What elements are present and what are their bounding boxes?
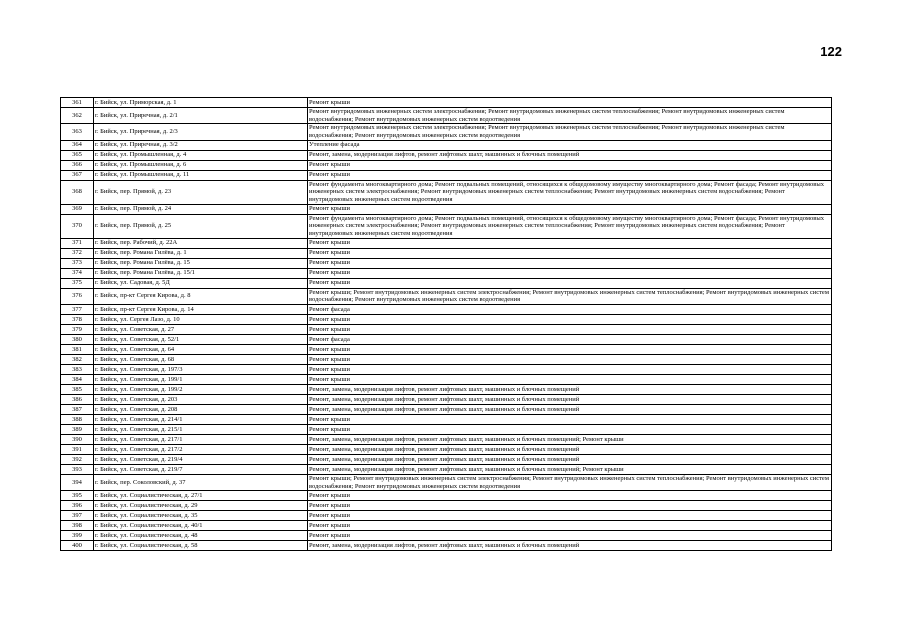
row-address: г. Бийск, ул. Советская, д. 199/1 bbox=[94, 374, 308, 384]
row-number: 392 bbox=[61, 454, 94, 464]
row-address: г. Бийск, пр-кт Сергея Кирова, д. 14 bbox=[94, 304, 308, 314]
row-number: 397 bbox=[61, 511, 94, 521]
row-address: г. Бийск, ул. Социалистическая, д. 27/1 bbox=[94, 491, 308, 501]
row-works: Ремонт крыши bbox=[308, 374, 832, 384]
row-address: г. Бийск, ул. Приречная, д. 3/2 bbox=[94, 140, 308, 150]
row-works: Ремонт, замена, модернизация лифтов, ремонт лифтовых шахт, машинных и блочных помещений; Ремонт крыши bbox=[308, 434, 832, 444]
row-number: 369 bbox=[61, 204, 94, 214]
row-address: г. Бийск, ул. Советская, д. 219/4 bbox=[94, 454, 308, 464]
row-number: 387 bbox=[61, 404, 94, 414]
table-row bbox=[61, 521, 832, 531]
row-number: 367 bbox=[61, 170, 94, 180]
row-number: 374 bbox=[61, 268, 94, 278]
row-address: г. Бийск, ул. Социалистическая, д. 35 bbox=[94, 511, 308, 521]
table-row bbox=[61, 124, 832, 140]
row-works: Ремонт крыши bbox=[308, 278, 832, 288]
row-number: 375 bbox=[61, 278, 94, 288]
table-row bbox=[61, 511, 832, 521]
row-address: г. Бийск, ул. Приречная, д. 2/1 bbox=[94, 108, 308, 124]
row-works: Ремонт крыши bbox=[308, 414, 832, 424]
table-row bbox=[61, 424, 832, 434]
row-works: Ремонт фасада bbox=[308, 304, 832, 314]
row-address: г. Бийск, пер. Романа Гилёва, д. 15/1 bbox=[94, 268, 308, 278]
row-address: г. Бийск, ул. Приречная, д. 2/3 bbox=[94, 124, 308, 140]
row-address: г. Бийск, пер. Рабочий, д. 22А bbox=[94, 238, 308, 248]
row-works: Ремонт крыши bbox=[308, 364, 832, 374]
repair-program-table bbox=[60, 97, 832, 551]
row-address: г. Бийск, ул. Советская, д. 27 bbox=[94, 324, 308, 334]
row-works: Ремонт, замена, модернизация лифтов, ремонт лифтовых шахт, машинных и блочных помещений; Ремонт крыши bbox=[308, 464, 832, 474]
table-row bbox=[61, 444, 832, 454]
row-number: 380 bbox=[61, 334, 94, 344]
row-works: Ремонт, замена, модернизация лифтов, ремонт лифтовых шахт, машинных и блочных помещений bbox=[308, 541, 832, 551]
row-works: Ремонт крыши bbox=[308, 170, 832, 180]
row-address: г. Бийск, ул. Социалистическая, д. 58 bbox=[94, 541, 308, 551]
row-number: 370 bbox=[61, 214, 94, 238]
table-row bbox=[61, 268, 832, 278]
table-row bbox=[61, 180, 832, 204]
row-number: 395 bbox=[61, 491, 94, 501]
row-works: Ремонт, замена, модернизация лифтов, ремонт лифтовых шахт, машинных и блочных помещений bbox=[308, 444, 832, 454]
row-address: г. Бийск, ул. Промышленная, д. 4 bbox=[94, 150, 308, 160]
row-address: г. Бийск, ул. Советская, д. 219/7 bbox=[94, 464, 308, 474]
row-address: г. Бийск, ул. Садовая, д. 5Д bbox=[94, 278, 308, 288]
table-row bbox=[61, 204, 832, 214]
row-number: 376 bbox=[61, 288, 94, 304]
table-row bbox=[61, 150, 832, 160]
table-row bbox=[61, 98, 832, 108]
page-number: 122 bbox=[820, 44, 842, 59]
row-address: г. Бийск, ул. Советская, д. 68 bbox=[94, 354, 308, 364]
row-number: 372 bbox=[61, 248, 94, 258]
table-row bbox=[61, 170, 832, 180]
row-number: 362 bbox=[61, 108, 94, 124]
table-row bbox=[61, 541, 832, 551]
row-works: Ремонт, замена, модернизация лифтов, ремонт лифтовых шахт, машинных и блочных помещений bbox=[308, 394, 832, 404]
row-address: г. Бийск, ул. Советская, д. 217/2 bbox=[94, 444, 308, 454]
row-number: 373 bbox=[61, 258, 94, 268]
row-address: г. Бийск, пер. Романа Гилёва, д. 15 bbox=[94, 258, 308, 268]
table-row bbox=[61, 314, 832, 324]
row-address: г. Бийск, ул. Социалистическая, д. 29 bbox=[94, 501, 308, 511]
table-row bbox=[61, 108, 832, 124]
row-works: Ремонт, замена, модернизация лифтов, ремонт лифтовых шахт, машинных и блочных помещений bbox=[308, 384, 832, 394]
row-number: 390 bbox=[61, 434, 94, 444]
row-address: г. Бийск, ул. Советская, д. 208 bbox=[94, 404, 308, 414]
row-number: 386 bbox=[61, 394, 94, 404]
row-address: г. Бийск, пер. Прямой, д. 25 bbox=[94, 214, 308, 238]
table-row bbox=[61, 344, 832, 354]
row-number: 365 bbox=[61, 150, 94, 160]
row-works: Ремонт, замена, модернизация лифтов, ремонт лифтовых шахт, машинных и блочных помещений bbox=[308, 454, 832, 464]
row-number: 391 bbox=[61, 444, 94, 454]
table-row bbox=[61, 414, 832, 424]
table-row bbox=[61, 374, 832, 384]
table-row bbox=[61, 334, 832, 344]
row-works: Утепление фасада bbox=[308, 140, 832, 150]
table-row bbox=[61, 238, 832, 248]
row-works: Ремонт крыши; Ремонт внутридомовых инженерных систем электроснабжения; Ремонт внутридомовых инженерных систем теплоснабжения; Ремонт внутридомовых инженерных систем водоснабжения; Ремонт внутридомовых инженерных систем водоотведения bbox=[308, 288, 832, 304]
table-row bbox=[61, 288, 832, 304]
row-number: 388 bbox=[61, 414, 94, 424]
row-number: 398 bbox=[61, 521, 94, 531]
row-works: Ремонт фундамента многоквартирного дома; Ремонт подвальных помещений, относящихся к общедомовому имуществу многоквартирного дома; Ремонт фасада; Ремонт внутридомовых инженерных систем электроснабжения; Ремонт внутридомовых инженерных систем теплоснабжения; Ремонт внутридомовых инженерных систем водоснабжения; Ремонт внутридомовых инженерных систем водоотведения bbox=[308, 180, 832, 204]
row-works: Ремонт крыши bbox=[308, 424, 832, 434]
table-row bbox=[61, 214, 832, 238]
row-address: г. Бийск, ул. Сергея Лазо, д. 10 bbox=[94, 314, 308, 324]
row-address: г. Бийск, пер. Прямой, д. 24 bbox=[94, 204, 308, 214]
table-row bbox=[61, 394, 832, 404]
row-address: г. Бийск, пер. Соколовский, д. 37 bbox=[94, 474, 308, 490]
row-number: 385 bbox=[61, 384, 94, 394]
table-row bbox=[61, 278, 832, 288]
row-works: Ремонт крыши bbox=[308, 314, 832, 324]
row-works: Ремонт внутридомовых инженерных систем электроснабжения; Ремонт внутридомовых инженерных систем теплоснабжения; Ремонт внутридомовых инженерных систем водоснабжения; Ремонт внутридомовых инженерных систем водоотведения bbox=[308, 124, 832, 140]
row-works: Ремонт крыши bbox=[308, 204, 832, 214]
table-body bbox=[61, 98, 832, 551]
row-works: Ремонт фундамента многоквартирного дома; Ремонт подвальных помещений, относящихся к общедомовому имуществу многоквартирного дома; Ремонт фасада; Ремонт внутридомовых инженерных систем электроснабжения; Ремонт внутридомовых инженерных систем теплоснабжения; Ремонт внутридомовых инженерных систем водоснабжения; Ремонт внутридомовых инженерных систем водоотведения bbox=[308, 214, 832, 238]
row-address: г. Бийск, ул. Промышленная, д. 11 bbox=[94, 170, 308, 180]
table-row bbox=[61, 491, 832, 501]
row-works: Ремонт крыши bbox=[308, 501, 832, 511]
table-row bbox=[61, 140, 832, 150]
row-works: Ремонт крыши bbox=[308, 531, 832, 541]
table-row bbox=[61, 160, 832, 170]
row-address: г. Бийск, пер. Прямой, д. 23 bbox=[94, 180, 308, 204]
row-works: Ремонт крыши bbox=[308, 324, 832, 334]
row-works: Ремонт крыши bbox=[308, 511, 832, 521]
row-number: 371 bbox=[61, 238, 94, 248]
row-address: г. Бийск, ул. Советская, д. 215/1 bbox=[94, 424, 308, 434]
row-address: г. Бийск, ул. Советская, д. 217/1 bbox=[94, 434, 308, 444]
table-row bbox=[61, 531, 832, 541]
row-number: 366 bbox=[61, 160, 94, 170]
row-number: 400 bbox=[61, 541, 94, 551]
row-works: Ремонт крыши bbox=[308, 268, 832, 278]
row-address: г. Бийск, ул. Советская, д. 203 bbox=[94, 394, 308, 404]
table-row bbox=[61, 474, 832, 490]
row-address: г. Бийск, ул. Промышленная, д. 6 bbox=[94, 160, 308, 170]
table-row bbox=[61, 324, 832, 334]
row-works: Ремонт крыши bbox=[308, 491, 832, 501]
row-number: 393 bbox=[61, 464, 94, 474]
row-number: 368 bbox=[61, 180, 94, 204]
row-number: 361 bbox=[61, 98, 94, 108]
row-address: г. Бийск, пер. Романа Гилёва, д. 1 bbox=[94, 248, 308, 258]
row-works: Ремонт крыши bbox=[308, 238, 832, 248]
table-row bbox=[61, 454, 832, 464]
row-address: г. Бийск, пр-кт Сергея Кирова, д. 8 bbox=[94, 288, 308, 304]
row-works: Ремонт внутридомовых инженерных систем электроснабжения; Ремонт внутридомовых инженерных систем теплоснабжения; Ремонт внутридомовых инженерных систем водоснабжения; Ремонт внутридомовых инженерных систем водоотведения bbox=[308, 108, 832, 124]
row-works: Ремонт крыши bbox=[308, 258, 832, 268]
row-number: 399 bbox=[61, 531, 94, 541]
row-works: Ремонт, замена, модернизация лифтов, ремонт лифтовых шахт, машинных и блочных помещений bbox=[308, 404, 832, 414]
row-number: 363 bbox=[61, 124, 94, 140]
table-row bbox=[61, 354, 832, 364]
row-works: Ремонт крыши bbox=[308, 344, 832, 354]
row-works: Ремонт фасада bbox=[308, 334, 832, 344]
table-row bbox=[61, 404, 832, 414]
row-works: Ремонт крыши; Ремонт внутридомовых инженерных систем электроснабжения; Ремонт внутридомовых инженерных систем теплоснабжения; Ремонт внутридомовых инженерных систем водоснабжения; Ремонт внутридомовых инженерных систем водоотведения bbox=[308, 474, 832, 490]
row-address: г. Бийск, ул. Советская, д. 214/1 bbox=[94, 414, 308, 424]
table-row bbox=[61, 464, 832, 474]
row-works: Ремонт крыши bbox=[308, 521, 832, 531]
table-row bbox=[61, 384, 832, 394]
row-works: Ремонт крыши bbox=[308, 98, 832, 108]
table-row bbox=[61, 258, 832, 268]
row-number: 384 bbox=[61, 374, 94, 384]
row-number: 389 bbox=[61, 424, 94, 434]
row-works: Ремонт крыши bbox=[308, 354, 832, 364]
row-number: 382 bbox=[61, 354, 94, 364]
row-number: 396 bbox=[61, 501, 94, 511]
row-address: г. Бийск, ул. Советская, д. 199/2 bbox=[94, 384, 308, 394]
row-number: 394 bbox=[61, 474, 94, 490]
row-number: 379 bbox=[61, 324, 94, 334]
row-address: г. Бийск, ул. Социалистическая, д. 40/1 bbox=[94, 521, 308, 531]
row-works: Ремонт крыши bbox=[308, 160, 832, 170]
row-address: г. Бийск, ул. Приморская, д. 1 bbox=[94, 98, 308, 108]
row-address: г. Бийск, ул. Советская, д. 197/3 bbox=[94, 364, 308, 374]
row-number: 377 bbox=[61, 304, 94, 314]
row-number: 378 bbox=[61, 314, 94, 324]
row-works: Ремонт, замена, модернизация лифтов, ремонт лифтовых шахт, машинных и блочных помещений bbox=[308, 150, 832, 160]
row-address: г. Бийск, ул. Социалистическая, д. 48 bbox=[94, 531, 308, 541]
table-row bbox=[61, 364, 832, 374]
row-number: 383 bbox=[61, 364, 94, 374]
row-address: г. Бийск, ул. Советская, д. 52/1 bbox=[94, 334, 308, 344]
row-address: г. Бийск, ул. Советская, д. 64 bbox=[94, 344, 308, 354]
row-number: 381 bbox=[61, 344, 94, 354]
table-row bbox=[61, 501, 832, 511]
row-works: Ремонт крыши bbox=[308, 248, 832, 258]
table-row bbox=[61, 304, 832, 314]
table-row bbox=[61, 434, 832, 444]
row-number: 364 bbox=[61, 140, 94, 150]
table-row bbox=[61, 248, 832, 258]
